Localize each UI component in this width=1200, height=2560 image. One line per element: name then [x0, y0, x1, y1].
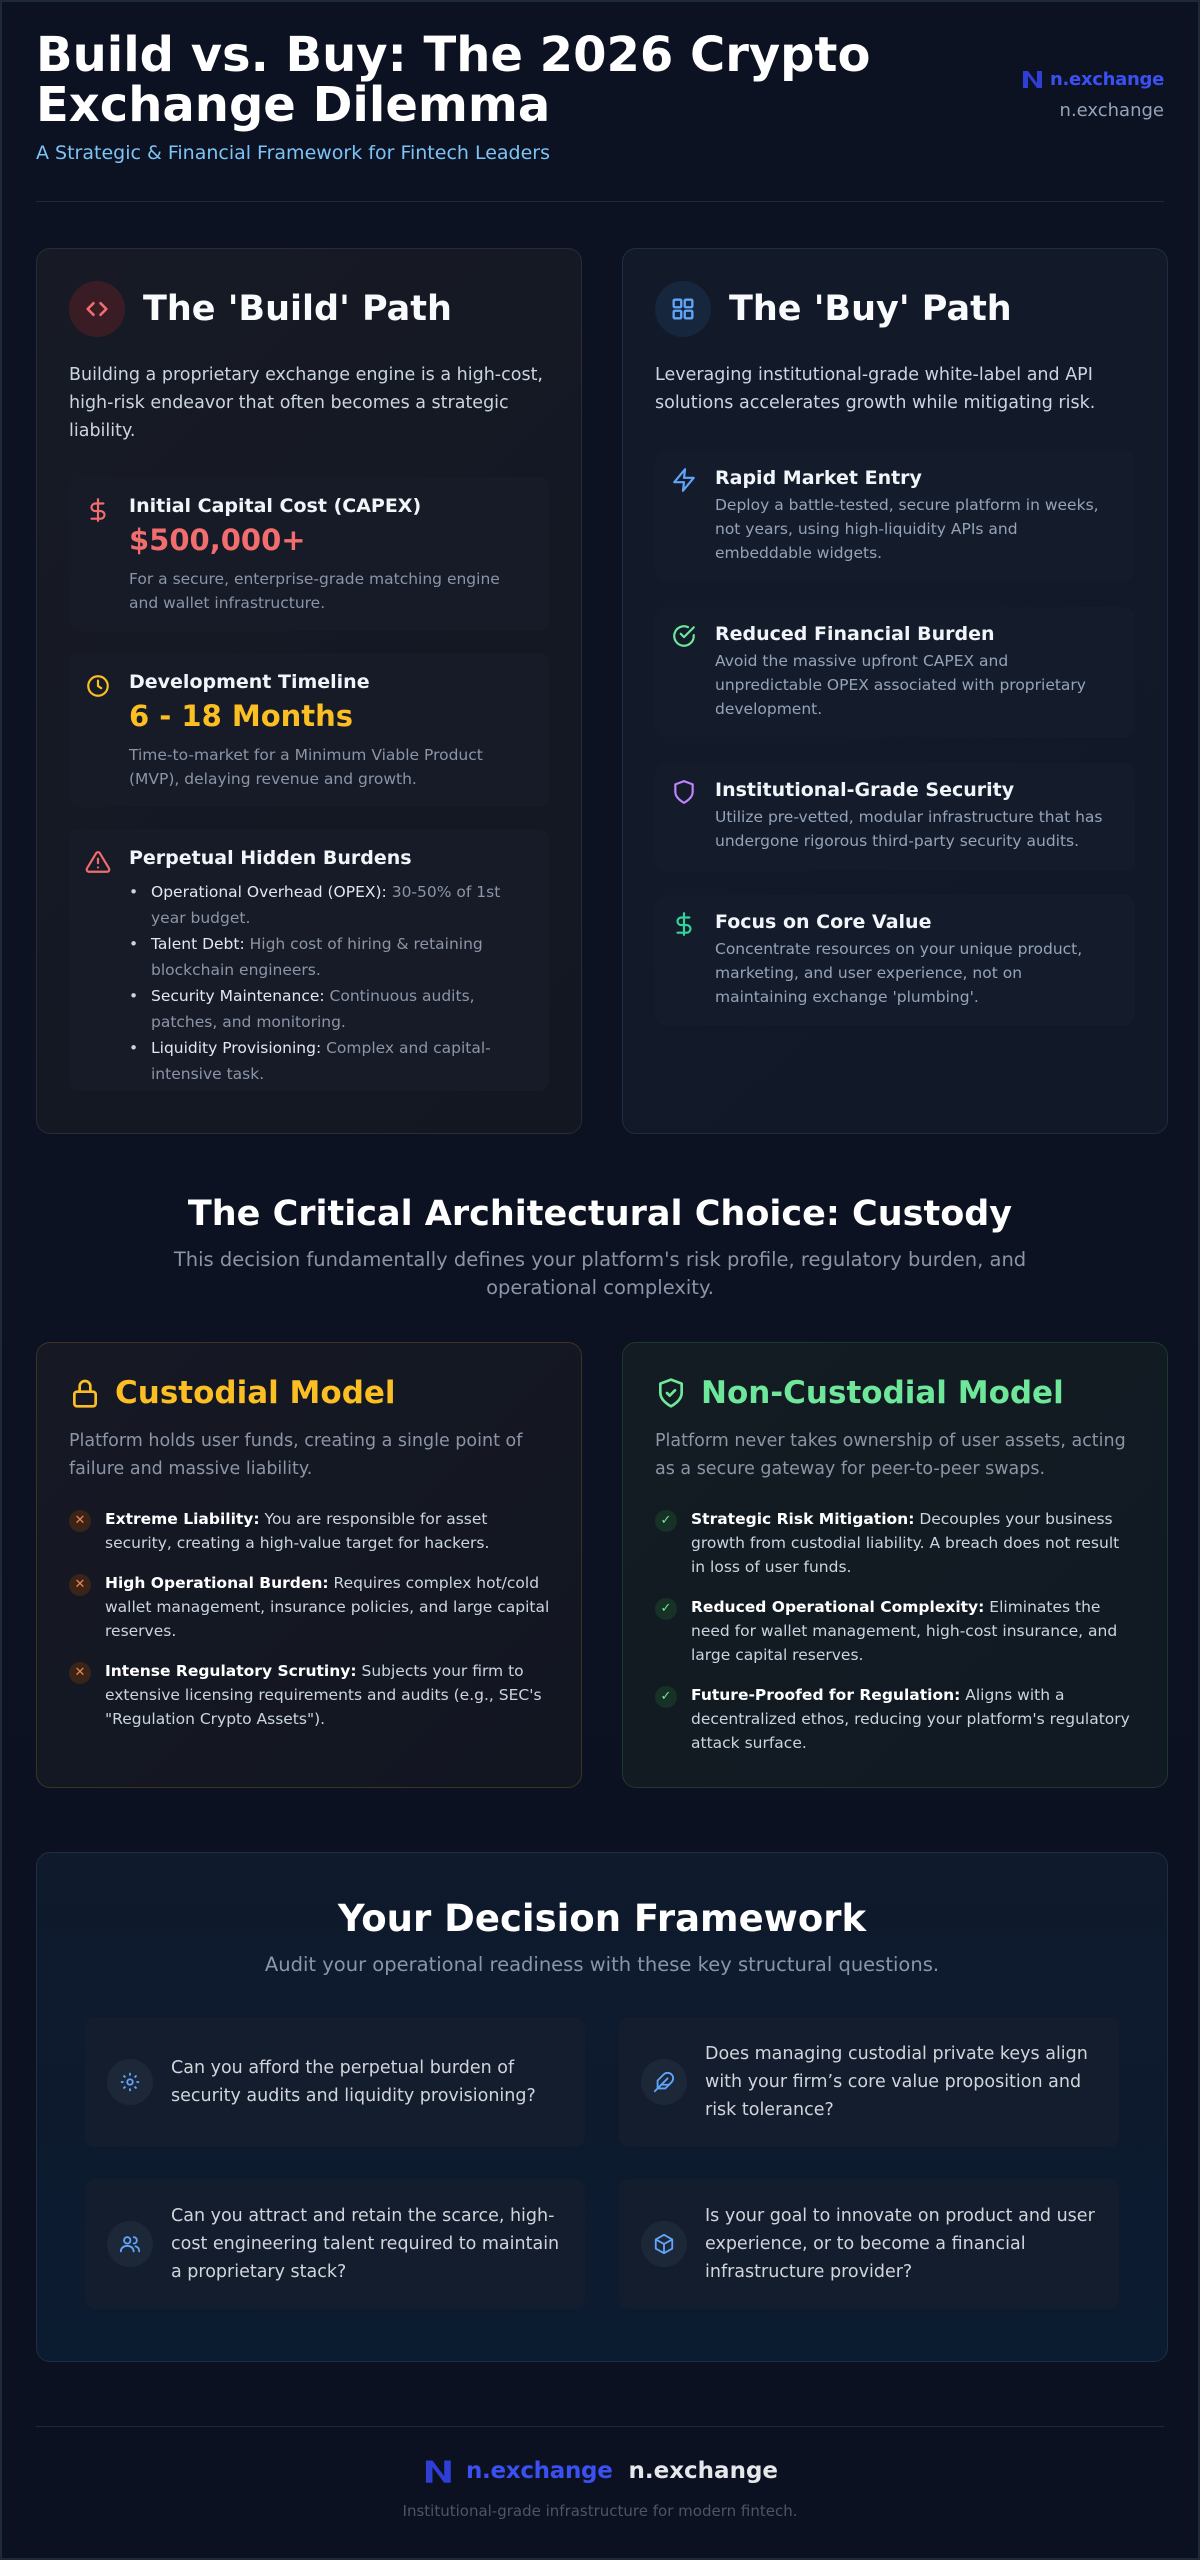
- list-item: ✕ Intense Regulatory Scrutiny: Subjects your firm to extensive licensing requirements and audits (e.g., SEC's "Regulation Crypto Assets").: [69, 1659, 551, 1731]
- x-icon: ✕: [69, 1662, 91, 1684]
- burdens-title: Perpetual Hidden Burdens: [129, 847, 412, 869]
- custodial-risks: [69, 1507, 551, 1747]
- custodial-title: Custodial Model: [115, 1375, 396, 1411]
- dollar-icon: [85, 497, 111, 523]
- check-circle-icon: [671, 623, 697, 649]
- buy-item-core-value: Focus on Core Value Concentrate resources on your unique product, marketing, and user experience, not on maintaining exchange 'plumbing'.: [655, 895, 1135, 1025]
- shield-check-icon: [655, 1377, 687, 1409]
- footer-wordmark: n.exchange: [465, 2458, 613, 2484]
- list-item: • Security Maintenance: Continuous audits, patches, and monitoring.: [129, 983, 533, 1035]
- timeline-text: Time-to-market for a Minimum Viable Product (MVP), delaying revenue and growth.: [129, 746, 483, 788]
- burdens-box: [69, 829, 549, 1091]
- footer-tagline: Institutional-grade infrastructure for modern fintech.: [402, 2502, 798, 2520]
- x-icon: ✕: [69, 1510, 91, 1532]
- list-item: ✓ Strategic Risk Mitigation: Decouples your business growth from custodial liability. A breach does not result in loss of user funds.: [655, 1507, 1137, 1579]
- gear-icon: [107, 2059, 153, 2105]
- question-card: Is your goal to innovate on product and user experience, or to become a financial infrastructure provider?: [619, 2179, 1119, 2309]
- buy-path-card: [622, 248, 1168, 1134]
- buy-item-reduced-burden: Reduced Financial Burden Avoid the massive upfront CAPEX and unpredictable OPEX associated with proprietary development.: [655, 607, 1135, 737]
- list-item: ✕ High Operational Burden: Requires complex hot/cold wallet management, insurance policies, and large capital reserves.: [69, 1571, 551, 1643]
- custody-title: The Critical Architectural Choice: Custody: [187, 1194, 1013, 1234]
- dollar-icon: [671, 911, 697, 937]
- custodial-model-card: [36, 1342, 582, 1788]
- code-icon: [69, 281, 125, 337]
- custodial-description: Platform holds user funds, creating a single point of failure and massive liability.: [69, 1431, 523, 1479]
- list-item: ✕ Extreme Liability: You are responsible for asset security, creating a high-value target for hackers.: [69, 1507, 551, 1555]
- header: [36, 27, 1164, 202]
- check-icon: ✓: [655, 1686, 677, 1708]
- footer-brand: n.exchange: [628, 2458, 779, 2484]
- custody-subtitle: This decision fundamentally defines your platform's risk profile, regulatory burden, and operational complexity.: [173, 1248, 1027, 1299]
- check-icon: ✓: [655, 1598, 677, 1620]
- buy-item-security: Institutional-Grade Security Utilize pre-vetted, modular infrastructure that has undergone rigorous third-party security audits.: [655, 763, 1135, 871]
- capex-text: For a secure, enterprise-grade matching engine and wallet infrastructure.: [129, 570, 500, 612]
- build-path-description: Building a proprietary exchange engine is a high-cost, high-risk endeavor that often becomes a strategic liability.: [69, 365, 543, 441]
- timeline-value: 6 - 18 Months: [129, 699, 354, 733]
- cube-icon: [641, 2221, 687, 2267]
- buy-path-title: The 'Buy' Path: [729, 289, 1012, 329]
- framework-title: Your Decision Framework: [337, 1897, 867, 1940]
- timeline-box: [69, 653, 549, 807]
- n-logo-icon: [422, 2456, 456, 2486]
- question-card: Does managing custodial private keys align with your firm’s core value proposition and risk tolerance?: [619, 2017, 1119, 2147]
- clock-icon: [85, 673, 111, 699]
- page-subtitle: A Strategic & Financial Framework for Fintech Leaders: [36, 142, 551, 164]
- check-icon: ✓: [655, 1510, 677, 1532]
- question-card: Can you attract and retain the scarce, high-cost engineering talent required to maintain a proprietary stack?: [85, 2179, 585, 2309]
- lock-icon: [69, 1377, 101, 1409]
- feather-icon: [641, 2059, 687, 2105]
- brand-logo[interactable]: [1020, 68, 1164, 121]
- x-icon: ✕: [69, 1574, 91, 1596]
- n-logo-icon: [1020, 68, 1046, 90]
- question-card: Can you afford the perpetual burden of security audits and liquidity provisioning?: [85, 2017, 585, 2147]
- buy-item-rapid-entry: Rapid Market Entry Deploy a battle-tested, secure platform in weeks, not years, using high-liquidity APIs and embeddable widgets.: [655, 451, 1135, 581]
- list-item: ✓ Future-Proofed for Regulation: Aligns with a decentralized ethos, reducing your platform's regulatory attack surface.: [655, 1683, 1137, 1755]
- grid-icon: [655, 281, 711, 337]
- list-item: • Talent Debt: High cost of hiring & retaining blockchain engineers.: [129, 931, 533, 983]
- noncustodial-benefits: [655, 1507, 1137, 1771]
- noncustodial-description: Platform never takes ownership of user assets, acting as a secure gateway for peer-to-peer swaps.: [655, 1431, 1126, 1479]
- warning-icon: [85, 849, 111, 875]
- footer-divider: [36, 2426, 1164, 2427]
- shield-icon: [671, 779, 697, 805]
- build-path-title: The 'Build' Path: [143, 289, 452, 329]
- build-path-card: [36, 248, 582, 1134]
- noncustodial-model-card: [622, 1342, 1168, 1788]
- logo-wordmark: n.exchange: [1049, 68, 1164, 90]
- list-item: ✓ Reduced Operational Complexity: Eliminates the need for wallet management, high-cost insurance, and large capital reserves.: [655, 1595, 1137, 1667]
- capex-box: [69, 477, 549, 631]
- logo-caption: n.exchange: [1059, 100, 1164, 121]
- page-title: Build vs. Buy: The 2026 Crypto Exchange Dilemma: [36, 27, 871, 133]
- users-icon: [107, 2221, 153, 2267]
- timeline-title: Development Timeline: [129, 671, 370, 693]
- lightning-icon: [671, 467, 697, 493]
- capex-value: $500,000+: [129, 523, 306, 557]
- framework-subtitle: Audit your operational readiness with these key structural questions.: [264, 1953, 940, 1976]
- footer-logo[interactable]: [2, 2456, 1198, 2486]
- decision-framework-card: [36, 1852, 1168, 2362]
- buy-path-description: Leveraging institutional-grade white-label and API solutions accelerates growth while mitigating risk.: [655, 365, 1096, 413]
- capex-title: Initial Capital Cost (CAPEX): [129, 495, 422, 517]
- list-item: • Operational Overhead (OPEX): 30-50% of 1st year budget.: [129, 879, 533, 931]
- list-item: • Liquidity Provisioning: Complex and capital-intensive task.: [129, 1035, 533, 1087]
- noncustodial-title: Non-Custodial Model: [701, 1375, 1064, 1411]
- burdens-list: [129, 879, 533, 1087]
